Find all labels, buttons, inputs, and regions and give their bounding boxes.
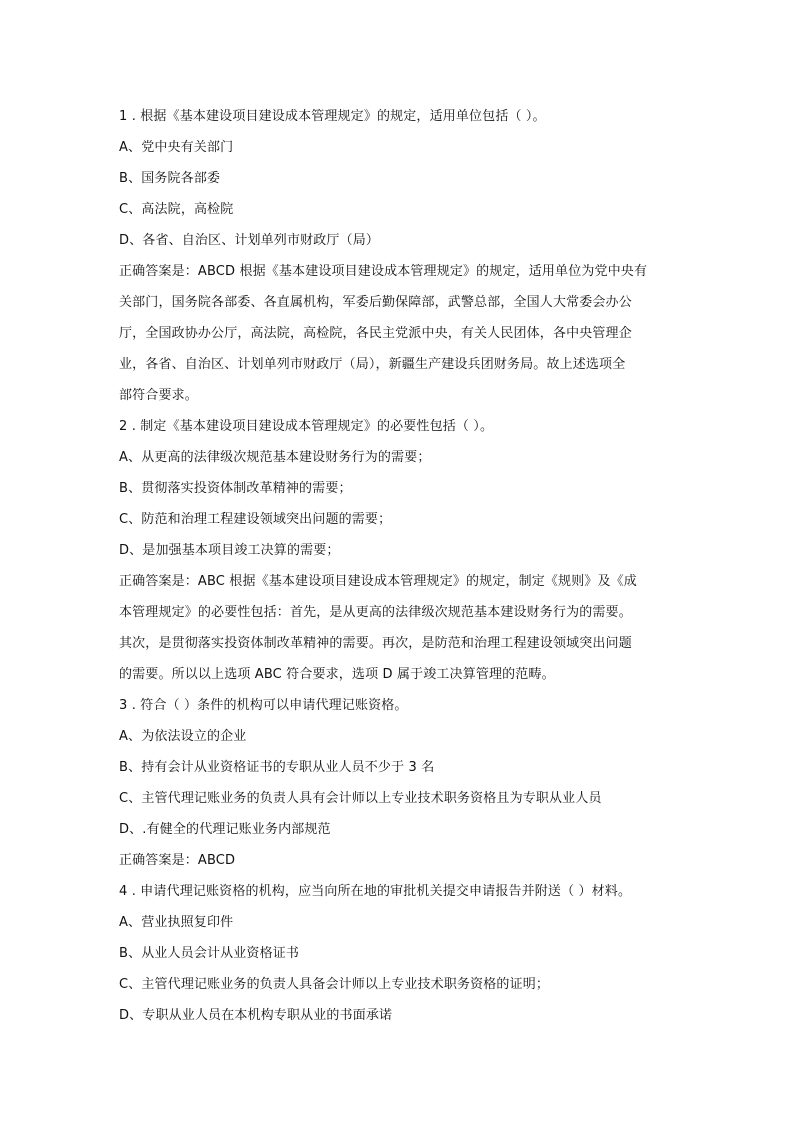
question-stem: 2 . 制定《基本建设项目建设成本管理规定》的必要性包括（ ）。	[119, 419, 494, 434]
option-b: B、持有会计从业资格证书的专职从业人员不少于 3 名	[119, 760, 435, 775]
option-a: A、从更高的法律级次规范基本建设财务行为的需要；	[119, 450, 431, 465]
answer-line: 正确答案是：ABCD 根据《基本建设项目建设成本管理规定》的规定，适用单位为党中央有	[119, 264, 648, 279]
option-d: D、是加强基本项目竣工决算的需要；	[119, 543, 340, 558]
answer-line: 厅，全国政协办公厅，高法院，高检院，各民主党派中央，有关人民团体，各中央管理企	[119, 326, 632, 341]
option-b: B、从业人员会计从业资格证书	[119, 946, 300, 961]
question-stem: 1 . 根据《基本建设项目建设成本管理规定》的规定，适用单位包括（ ）。	[119, 109, 546, 124]
option-a: A、党中央有关部门	[119, 140, 234, 155]
option-c: C、高法院，高检院	[119, 202, 234, 217]
option-a: A、为依法设立的企业	[119, 729, 247, 744]
question-stem: 4 . 申请代理记账资格的机构，应当向所在地的审批机关提交申请报告并附送（ ）材料。	[119, 884, 632, 899]
option-d: D、.有健全的代理记账业务内部规范	[119, 822, 331, 837]
answer-line: 正确答案是：ABC 根据《基本建设项目建设成本管理规定》的规定，制定《规则》及《成	[119, 574, 637, 589]
question-list	[119, 101, 679, 1031]
answer-line: 其次，是贯彻落实投资体制改革精神的需要。再次，是防范和治理工程建设领域突出问题	[119, 636, 632, 651]
option-c: C、主管代理记账业务的负责人具有会计师以上专业技术职务资格且为专职从业人员	[119, 791, 602, 806]
question-stem: 3 . 符合（ ）条件的机构可以申请代理记账资格。	[119, 698, 408, 713]
option-a: A、营业执照复印件	[119, 915, 234, 930]
answer-line: 本管理规定》的必要性包括：首先，是从更高的法律级次规范基本建设财务行为的需要。	[119, 605, 632, 620]
option-c: C、防范和治理工程建设领域突出问题的需要；	[119, 512, 392, 527]
question-1	[119, 101, 679, 411]
question-2	[119, 411, 679, 690]
answer-line: 部符合要求。	[119, 388, 198, 403]
option-c: C、主管代理记账业务的负责人具备会计师以上专业技术职务资格的证明；	[119, 977, 550, 992]
option-d: D、专职从业人员在本机构专职从业的书面承诺	[119, 1008, 393, 1023]
answer-line: 关部门，国务院各部委、各直属机构，军委后勤保障部，武警总部，全国人大常委会办公	[119, 295, 632, 310]
answer-line: 正确答案是：ABCD	[119, 853, 236, 868]
option-b: B、贯彻落实投资体制改革精神的需要；	[119, 481, 352, 496]
option-b: B、国务院各部委	[119, 171, 221, 186]
answer-line: 的需要。所以以上选项 ABC 符合要求，选项 D 属于竣工决算管理的范畴。	[119, 667, 555, 682]
option-d: D、各省、自治区、计划单列市财政厅（局）	[119, 233, 380, 248]
answer-line: 业，各省、自治区、计划单列市财政厅（局），新疆生产建设兵团财务局。故上述选项全	[119, 357, 626, 372]
question-3	[119, 690, 679, 876]
question-4	[119, 876, 679, 1031]
